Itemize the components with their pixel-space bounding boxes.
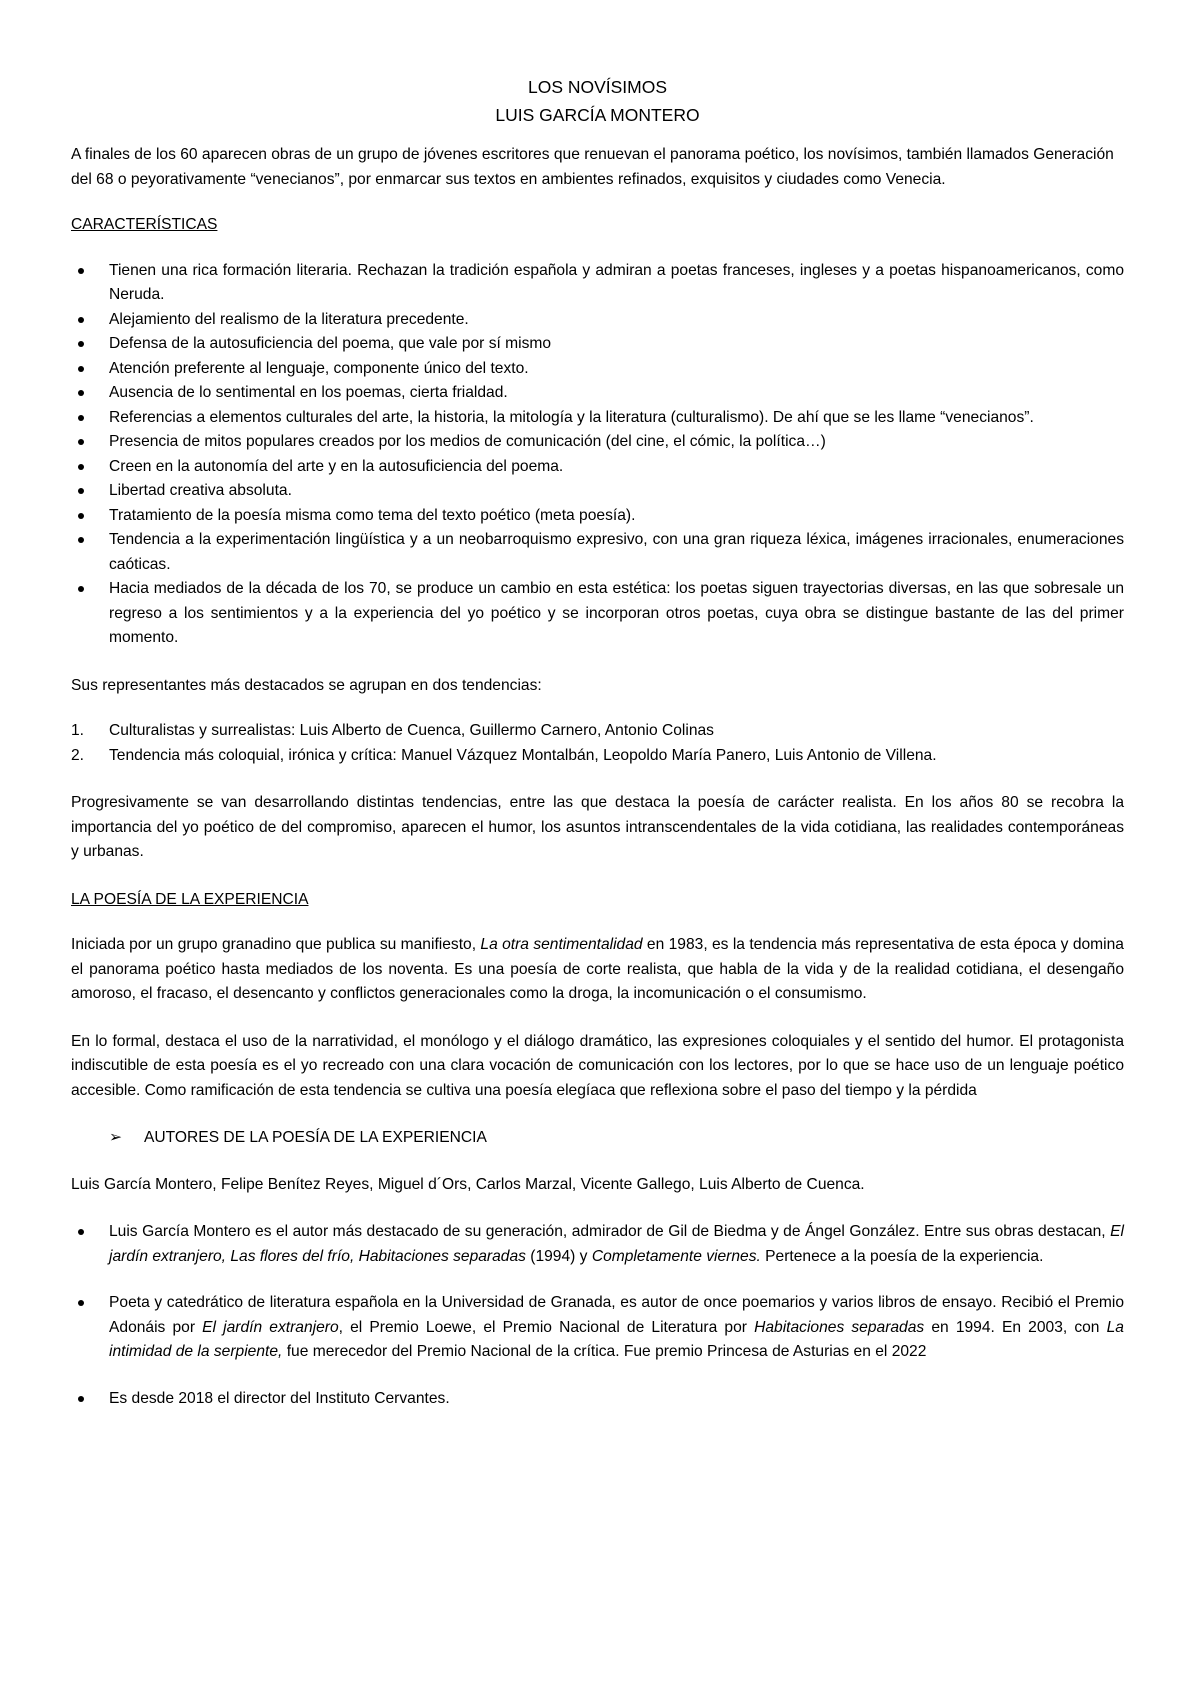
list-item: Presencia de mitos populares creados por los medios de comunicación (del cine, el cómic, la política…) bbox=[71, 430, 1124, 455]
numbered-item bbox=[71, 744, 1124, 769]
montero-list bbox=[71, 1220, 1124, 1411]
arrow-bullet-icon: ➢ bbox=[109, 1129, 123, 1146]
list-item: Tratamiento de la poesía misma como tema del texto poético (meta poesía). bbox=[71, 504, 1124, 529]
list-item: Libertad creativa absoluta. bbox=[71, 479, 1124, 504]
text-run: Luis García Montero es el autor más destacado de su generación, admirador de Gil de Biedma y de Ángel González. Entre sus obras destacan, bbox=[109, 1223, 1111, 1240]
list-item: Creen en la autonomía del arte y en la autosuficiencia del poema. bbox=[71, 455, 1124, 480]
intro-paragraph: A finales de los 60 aparecen obras de un grupo de jóvenes escritores que renuevan el panorama poético, los novísimos, también llamados Generación del 68 o peyorativamente “venecianos”, por enmarcar sus textos en ambientes refinados, exquisitos y ciudades como Venecia. bbox=[71, 146, 1114, 188]
work-title: Habitaciones separadas bbox=[754, 1318, 925, 1336]
list-item bbox=[71, 1291, 1124, 1365]
list-item: Atención preferente al lenguaje, componente único del texto. bbox=[71, 357, 1124, 382]
document-content bbox=[71, 73, 1124, 1411]
representantes-list bbox=[71, 719, 1124, 768]
text-run: Poeta y catedrático de literatura española en la Universidad de Granada, es autor de once poemarios y varios libros de ensayo. Recibió el Premio Adonáis por bbox=[109, 1294, 1124, 1336]
text-run: fue merecedor del Premio Nacional de la crítica. Fue premio Princesa de Asturias en el 2022 bbox=[282, 1343, 927, 1360]
experiencia-paragraph-1 bbox=[71, 933, 1124, 1007]
autores-list: Luis García Montero, Felipe Benítez Reyes, Miguel d´Ors, Carlos Marzal, Vicente Gallego, Luis Alberto de Cuenca. bbox=[71, 1175, 865, 1193]
heading-caracteristicas: CARACTERÍSTICAS bbox=[71, 216, 218, 233]
text-run: , el Premio Loewe, el Premio Nacional de Literatura por bbox=[338, 1318, 755, 1336]
list-item: Ausencia de lo sentimental en los poemas, cierta frialdad. bbox=[71, 381, 1124, 406]
text-run: en 1994. En 2003, con bbox=[924, 1318, 1107, 1336]
autores-heading-row bbox=[71, 1126, 1124, 1151]
heading-poesia-experiencia: LA POESÍA DE LA EXPERIENCIA bbox=[71, 890, 309, 908]
item-number: 2. bbox=[71, 746, 85, 764]
list-item: Defensa de la autosuficiencia del poema, que vale por sí mismo bbox=[71, 332, 1124, 357]
work-title: El jardín extranjero, Las flores del frío, Habitaciones separadas bbox=[109, 1223, 1124, 1265]
list-item: Hacia mediados de la década de los 70, se produce un cambio en esta estética: los poetas siguen trayectorias diversas, en las que sobresale un regreso a los sentimientos y a la experiencia del yo poético y se incorporan otros poetas, cuya obra se distingue bastante de las del primer momento. bbox=[71, 577, 1124, 651]
item-text: Culturalistas y surrealistas: Luis Alberto de Cuenca, Guillermo Carnero, Antonio Colinas bbox=[109, 722, 714, 739]
list-item: Tendencia a la experimentación lingüística y a un neobarroquismo expresivo, con una gran riqueza léxica, imágenes irracionales, enumeraciones caóticas. bbox=[71, 528, 1124, 577]
list-item: Es desde 2018 el director del Instituto Cervantes. bbox=[71, 1387, 1124, 1412]
item-text: Tendencia más coloquial, irónica y crítica: Manuel Vázquez Montalbán, Leopoldo María Panero, Luis Antonio de Villena. bbox=[109, 746, 937, 764]
document-title bbox=[71, 73, 1124, 129]
title-line-1: LOS NOVÍSIMOS bbox=[527, 77, 668, 97]
list-item: Tienen una rica formación literaria. Rechazan la tradición española y admiran a poetas franceses, ingleses y a poetas hispanoamericanos, como Neruda. bbox=[71, 259, 1124, 308]
list-item bbox=[71, 1220, 1124, 1269]
work-title: La intimidad de la serpiente, bbox=[109, 1318, 1124, 1360]
numbered-item bbox=[71, 719, 1124, 744]
work-title: El jardín extranjero bbox=[202, 1318, 339, 1336]
title-line-2: LUIS GARCÍA MONTERO bbox=[495, 105, 700, 125]
experiencia-paragraph-2: En lo formal, destaca el uso de la narratividad, el monólogo y el diálogo dramático, las expresiones coloquiales y el sentido del humor. El protagonista indiscutible de esta poesía es el yo recreado con una clara vocación de comunicación con los lectores, por lo que se hace uso de un lenguaje poético accesible. Como ramificación de esta tendencia se cultiva una poesía elegíaca que reflexiona sobre el paso del tiempo y la pérdida bbox=[71, 1032, 1124, 1099]
autores-heading: AUTORES DE LA POESÍA DE LA EXPERIENCIA bbox=[144, 1129, 487, 1146]
work-title: La otra sentimentalidad bbox=[480, 936, 643, 953]
text-run: Iniciada por un grupo granadino que publica su manifiesto, bbox=[71, 936, 481, 953]
work-title: Completamente viernes. bbox=[591, 1247, 761, 1265]
list-item: Alejamiento del realismo de la literatura precedente. bbox=[71, 308, 1124, 333]
representantes-intro: Sus representantes más destacados se agrupan en dos tendencias: bbox=[71, 676, 542, 694]
text-run: Pertenece a la poesía de la experiencia. bbox=[760, 1247, 1044, 1265]
text-run: (1994) y bbox=[525, 1247, 592, 1265]
list-item: Referencias a elementos culturales del arte, la historia, la mitología y la literatura (culturalismo). De ahí que se les llame “venecianos”. bbox=[71, 406, 1124, 431]
caracteristicas-list bbox=[71, 259, 1124, 651]
item-number: 1. bbox=[71, 722, 85, 739]
progresivamente-paragraph: Progresivamente se van desarrollando distintas tendencias, entre las que destaca la poesía de carácter realista. En los años 80 se recobra la importancia del yo poético de del compromiso, aparecen el humor, los asuntos intranscendentales de la vida cotidiana, las realidades contemporáneas y urbanas. bbox=[71, 794, 1124, 860]
text-run: en 1983, es la tendencia más representativa de esta época y domina el panorama poético hasta mediados de los noventa. Es una poesía de corte realista, que habla de la vida y de la realidad cotidiana, el desengaño amoroso, el fracaso, el desencanto y conflictos generacionales como la droga, la incomunicación o el consumismo. bbox=[71, 936, 1124, 1002]
